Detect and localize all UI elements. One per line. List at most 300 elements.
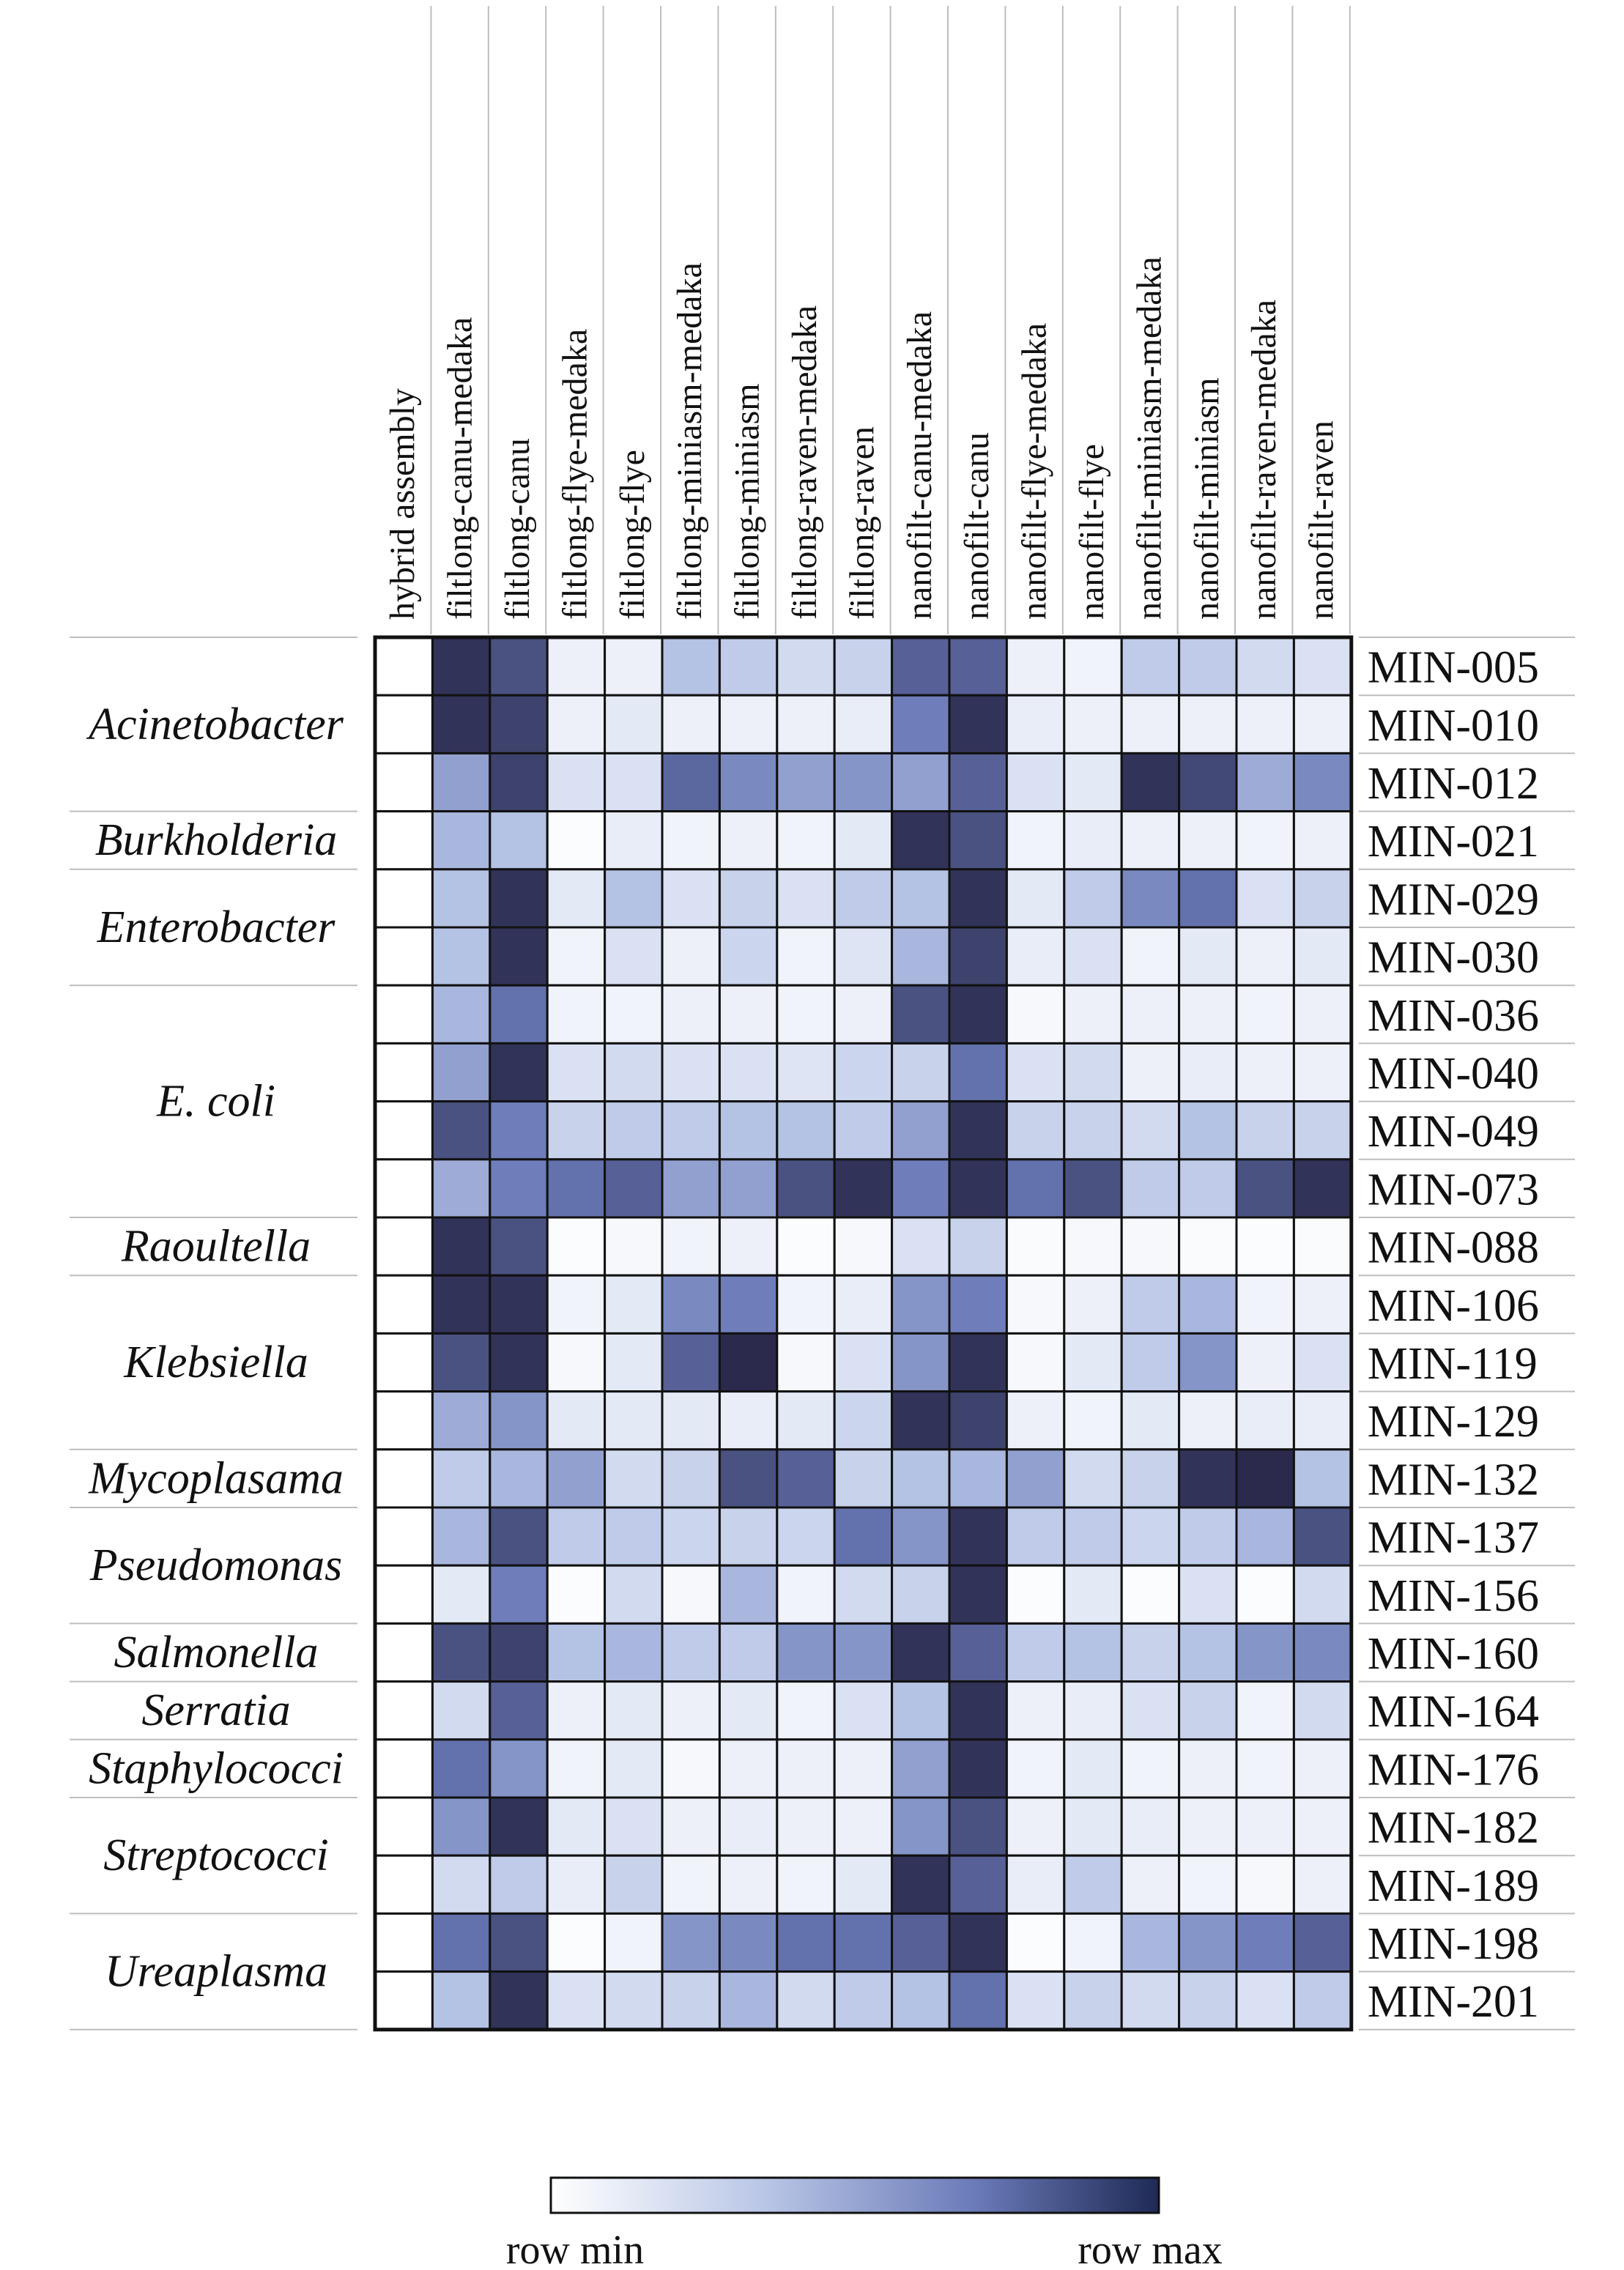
- heatmap-cell: [892, 1102, 949, 1160]
- heatmap-cell: [547, 985, 604, 1043]
- heatmap-cell: [547, 927, 604, 985]
- heatmap-cell: [662, 1333, 719, 1391]
- heatmap-cell: [892, 985, 949, 1043]
- heatmap-cell: [375, 695, 432, 753]
- heatmap-cell: [892, 637, 949, 695]
- heatmap-cell: [490, 1333, 547, 1391]
- heatmap-cell: [605, 1972, 662, 2030]
- heatmap-cell: [892, 1160, 949, 1217]
- heatmap-cell: [375, 1855, 432, 1913]
- heatmap-cell: [1236, 927, 1294, 985]
- heatmap-cell: [719, 1565, 776, 1623]
- heatmap-cell: [1179, 1740, 1236, 1798]
- heatmap-cell: [777, 1913, 834, 1971]
- heatmap-cell: [777, 1740, 834, 1798]
- heatmap-cell: [834, 1798, 891, 1855]
- column-label: nanofilt-flye: [1072, 444, 1111, 620]
- heatmap-cell: [1294, 1623, 1351, 1681]
- heatmap-cell: [1179, 1333, 1236, 1391]
- heatmap-cell: [605, 1913, 662, 1971]
- heatmap-cell: [1179, 1217, 1236, 1275]
- heatmap-cell: [1006, 1275, 1064, 1333]
- column-label: nanofilt-canu-medaka: [900, 311, 939, 620]
- group-label: Salmonella: [114, 1628, 319, 1677]
- heatmap-cell: [1179, 1798, 1236, 1855]
- heatmap-cell: [432, 927, 489, 985]
- heatmap-cell: [490, 1623, 547, 1681]
- heatmap-cell: [432, 1507, 489, 1565]
- heatmap-cell: [1179, 1392, 1236, 1450]
- heatmap-cell: [834, 1275, 891, 1333]
- heatmap-cell: [1121, 1102, 1179, 1160]
- heatmap-cell: [719, 1043, 776, 1101]
- heatmap-cell: [432, 1740, 489, 1798]
- heatmap-cell: [949, 1798, 1006, 1855]
- heatmap-cell: [777, 695, 834, 753]
- heatmap-cell: [1121, 1392, 1179, 1450]
- heatmap-cell: [1294, 1217, 1351, 1275]
- heatmap-cell: [1121, 869, 1179, 927]
- heatmap-cell: [834, 985, 891, 1043]
- heatmap-cell: [777, 1972, 834, 2030]
- heatmap-cell: [1064, 1740, 1121, 1798]
- heatmap-cell: [375, 1275, 432, 1333]
- heatmap-cell: [490, 753, 547, 811]
- heatmap-cell: [949, 1217, 1006, 1275]
- heatmap-cell: [1294, 812, 1351, 869]
- row-label: MIN-132: [1367, 1455, 1540, 1505]
- heatmap-cell: [777, 869, 834, 927]
- heatmap-cell: [949, 927, 1006, 985]
- heatmap-cell: [662, 869, 719, 927]
- heatmap-cell: [662, 1740, 719, 1798]
- heatmap-cell: [1064, 1217, 1121, 1275]
- heatmap-cell: [1294, 1798, 1351, 1855]
- group-label: Staphylococci: [89, 1743, 344, 1794]
- heatmap-cell: [834, 695, 891, 753]
- heatmap-cell: [662, 1217, 719, 1275]
- group-label: E. coli: [157, 1076, 275, 1127]
- column-label: filtlong-flye-medaka: [555, 328, 595, 620]
- heatmap-cell: [547, 1682, 604, 1740]
- heatmap-cell: [834, 1160, 891, 1217]
- heatmap-cells: [375, 637, 1352, 2030]
- heatmap-cell: [949, 1275, 1006, 1333]
- heatmap-cell: [1236, 1333, 1294, 1391]
- heatmap-cell: [1121, 1217, 1179, 1275]
- heatmap-cell: [1294, 1275, 1351, 1333]
- heatmap-cell: [892, 1043, 949, 1101]
- group-label: Enterobacter: [97, 902, 335, 952]
- heatmap-cell: [1006, 753, 1064, 811]
- heatmap-cell: [1179, 1623, 1236, 1681]
- heatmap-cell: [547, 1450, 604, 1507]
- heatmap-cell: [1006, 1623, 1064, 1681]
- heatmap-cell: [662, 1043, 719, 1101]
- column-label: filtlong-canu: [498, 438, 537, 620]
- group-label: Ureaplasma: [104, 1946, 328, 1997]
- heatmap-cell: [1006, 1507, 1064, 1565]
- heatmap-cell: [1064, 1913, 1121, 1971]
- heatmap-cell: [375, 1217, 432, 1275]
- heatmap-cell: [432, 1855, 489, 1913]
- group-label: Burkholderia: [94, 815, 338, 866]
- legend-color-bar: [551, 2178, 1159, 2213]
- heatmap-cell: [605, 1043, 662, 1101]
- heatmap-cell: [1294, 1682, 1351, 1740]
- heatmap-cell: [432, 1682, 489, 1740]
- heatmap-cell: [662, 1682, 719, 1740]
- heatmap-cell: [834, 1913, 891, 1971]
- heatmap-cell: [605, 927, 662, 985]
- heatmap-cell: [490, 1913, 547, 1971]
- heatmap-cell: [547, 1160, 604, 1217]
- heatmap-cell: [719, 1972, 776, 2030]
- heatmap-cell: [490, 1043, 547, 1101]
- heatmap-cell: [892, 1740, 949, 1798]
- heatmap-cell: [432, 812, 489, 869]
- heatmap-cell: [949, 1392, 1006, 1450]
- heatmap-cell: [1236, 1043, 1294, 1101]
- heatmap-cell: [1006, 1798, 1064, 1855]
- heatmap-cell: [1121, 1798, 1179, 1855]
- heatmap-cell: [605, 1507, 662, 1565]
- heatmap-cell: [547, 1798, 604, 1855]
- heatmap-cell: [662, 1102, 719, 1160]
- heatmap-cell: [1006, 1565, 1064, 1623]
- heatmap-cell: [777, 927, 834, 985]
- heatmap-cell: [490, 1740, 547, 1798]
- heatmap-cell: [834, 812, 891, 869]
- heatmap-cell: [1236, 1565, 1294, 1623]
- heatmap-cell: [834, 1102, 891, 1160]
- heatmap-cell: [949, 1740, 1006, 1798]
- heatmap-cell: [490, 1855, 547, 1913]
- heatmap-cell: [547, 637, 604, 695]
- heatmap-cell: [892, 695, 949, 753]
- heatmap-cell: [1179, 1507, 1236, 1565]
- heatmap-cell: [1294, 1740, 1351, 1798]
- group-label: Mycoplasama: [89, 1453, 344, 1504]
- heatmap-cell: [1236, 1217, 1294, 1275]
- heatmap-cell: [719, 1682, 776, 1740]
- heatmap-cell: [605, 1855, 662, 1913]
- heatmap-cell: [1064, 869, 1121, 927]
- heatmap-cell: [834, 1855, 891, 1913]
- heatmap-cell: [1064, 1507, 1121, 1565]
- heatmap-cell: [1294, 1333, 1351, 1391]
- heatmap-cell: [1064, 1043, 1121, 1101]
- heatmap-cell: [375, 1565, 432, 1623]
- heatmap-cell: [375, 1798, 432, 1855]
- heatmap-cell: [547, 1740, 604, 1798]
- heatmap-cell: [662, 1507, 719, 1565]
- heatmap-cell: [777, 1043, 834, 1101]
- heatmap-cell: [834, 1507, 891, 1565]
- heatmap-cell: [1179, 1913, 1236, 1971]
- row-label: MIN-106: [1367, 1280, 1540, 1331]
- heatmap-cell: [432, 1102, 489, 1160]
- heatmap-cell: [1121, 753, 1179, 811]
- column-label: filtlong-flye: [612, 450, 652, 620]
- heatmap-cell: [432, 1392, 489, 1450]
- heatmap-cell: [547, 1855, 604, 1913]
- heatmap-cell: [662, 1855, 719, 1913]
- heatmap-cell: [777, 1565, 834, 1623]
- heatmap-cell: [490, 637, 547, 695]
- heatmap-cell: [1121, 1855, 1179, 1913]
- heatmap-cell: [375, 1450, 432, 1507]
- heatmap-cell: [432, 695, 489, 753]
- column-label: hybrid assembly: [383, 388, 423, 620]
- heatmap-cell: [1236, 1798, 1294, 1855]
- heatmap-cell: [719, 1623, 776, 1681]
- heatmap-cell: [949, 695, 1006, 753]
- heatmap-cell: [719, 1913, 776, 1971]
- heatmap-cell: [1236, 869, 1294, 927]
- row-label: MIN-088: [1367, 1223, 1540, 1273]
- heatmap-cell: [834, 1740, 891, 1798]
- heatmap-cell: [605, 1333, 662, 1391]
- heatmap-cell: [777, 753, 834, 811]
- heatmap-cell: [375, 1392, 432, 1450]
- heatmap-cell: [777, 637, 834, 695]
- heatmap-cell: [892, 1798, 949, 1855]
- group-label: Acinetobacter: [89, 699, 344, 749]
- heatmap-cell: [1179, 985, 1236, 1043]
- heatmap-cell: [777, 985, 834, 1043]
- heatmap-cell: [777, 1507, 834, 1565]
- heatmap-cell: [1064, 1392, 1121, 1450]
- heatmap-cell: [949, 1565, 1006, 1623]
- heatmap-cell: [1064, 1160, 1121, 1217]
- heatmap-cell: [605, 1217, 662, 1275]
- heatmap-cell: [432, 637, 489, 695]
- row-labels: [1359, 637, 1575, 2030]
- heatmap-cell: [1294, 1043, 1351, 1101]
- heatmap-cell: [1064, 1102, 1121, 1160]
- heatmap-cell: [719, 1275, 776, 1333]
- heatmap-cell: [1006, 1682, 1064, 1740]
- heatmap-cell: [949, 753, 1006, 811]
- heatmap-cell: [662, 753, 719, 811]
- heatmap-cell: [605, 637, 662, 695]
- heatmap-cell: [892, 812, 949, 869]
- heatmap-cell: [834, 753, 891, 811]
- heatmap-cell: [719, 812, 776, 869]
- heatmap-cell: [1294, 1507, 1351, 1565]
- row-label: MIN-182: [1367, 1803, 1540, 1853]
- heatmap-cell: [1179, 1275, 1236, 1333]
- heatmap-cell: [432, 869, 489, 927]
- heatmap-cell: [375, 985, 432, 1043]
- group-label: Pseudomonas: [89, 1540, 343, 1591]
- heatmap-cell: [1179, 1565, 1236, 1623]
- heatmap-cell: [1121, 1507, 1179, 1565]
- column-labels: [383, 6, 1350, 634]
- heatmap-cell: [662, 1565, 719, 1623]
- heatmap-cell: [1294, 1913, 1351, 1971]
- heatmap-cell: [432, 1333, 489, 1391]
- heatmap-cell: [1121, 1682, 1179, 1740]
- heatmap-cell: [1064, 1855, 1121, 1913]
- heatmap-cell: [1121, 1740, 1179, 1798]
- row-label: MIN-137: [1367, 1513, 1540, 1563]
- heatmap-cell: [1179, 1972, 1236, 2030]
- heatmap-cell: [1121, 1043, 1179, 1101]
- heatmap-cell: [605, 1623, 662, 1681]
- heatmap-cell: [834, 1972, 891, 2030]
- heatmap-cell: [1006, 1450, 1064, 1507]
- heatmap-cell: [1006, 637, 1064, 695]
- row-label: MIN-012: [1367, 759, 1540, 809]
- row-label: MIN-156: [1367, 1570, 1540, 1621]
- heatmap-cell: [1006, 812, 1064, 869]
- row-label: MIN-160: [1367, 1629, 1540, 1679]
- heatmap-cell: [662, 812, 719, 869]
- heatmap-cell: [490, 1450, 547, 1507]
- heatmap-cell: [432, 1913, 489, 1971]
- heatmap-cell: [375, 1043, 432, 1101]
- heatmap-cell: [1064, 1623, 1121, 1681]
- heatmap-cell: [1294, 1855, 1351, 1913]
- row-label: MIN-005: [1367, 642, 1540, 693]
- heatmap-cell: [432, 985, 489, 1043]
- row-label: MIN-073: [1367, 1165, 1540, 1215]
- heatmap-cell: [1179, 753, 1236, 811]
- heatmap-cell: [490, 985, 547, 1043]
- heatmap-cell: [1179, 1855, 1236, 1913]
- heatmap-cell: [1064, 1333, 1121, 1391]
- heatmap-cell: [719, 985, 776, 1043]
- heatmap-cell: [892, 1217, 949, 1275]
- heatmap-cell: [949, 869, 1006, 927]
- heatmap-cell: [1236, 753, 1294, 811]
- heatmap-cell: [432, 1160, 489, 1217]
- heatmap-cell: [1294, 695, 1351, 753]
- heatmap-cell: [949, 1102, 1006, 1160]
- heatmap-cell: [490, 1507, 547, 1565]
- heatmap-cell: [949, 985, 1006, 1043]
- heatmap-cell: [834, 1392, 891, 1450]
- heatmap-cell: [1236, 985, 1294, 1043]
- heatmap-cell: [432, 1972, 489, 2030]
- heatmap-cell: [1294, 1160, 1351, 1217]
- heatmap-cell: [490, 869, 547, 927]
- heatmap-cell: [1121, 812, 1179, 869]
- column-label: nanofilt-miniasm-medaka: [1130, 256, 1169, 620]
- heatmap-cell: [547, 1507, 604, 1565]
- heatmap-cell: [1179, 1160, 1236, 1217]
- heatmap-cell: [777, 812, 834, 869]
- heatmap-cell: [1294, 1102, 1351, 1160]
- heatmap-cell: [1294, 869, 1351, 927]
- heatmap-cell: [375, 1333, 432, 1391]
- heatmap-cell: [1294, 637, 1351, 695]
- heatmap-cell: [834, 927, 891, 985]
- heatmap-cell: [1121, 927, 1179, 985]
- heatmap-cell: [375, 1102, 432, 1160]
- heatmap-cell: [1121, 637, 1179, 695]
- row-label: MIN-164: [1367, 1687, 1540, 1737]
- heatmap-cell: [1006, 927, 1064, 985]
- column-label: filtlong-miniasm: [727, 383, 767, 620]
- heatmap-cell: [892, 1450, 949, 1507]
- heatmap-cell: [547, 1043, 604, 1101]
- heatmap-cell: [432, 1217, 489, 1275]
- heatmap-cell: [892, 1913, 949, 1971]
- heatmap-cell: [1294, 753, 1351, 811]
- heatmap-cell: [1064, 812, 1121, 869]
- heatmap-cell: [432, 753, 489, 811]
- heatmap-cell: [490, 1275, 547, 1333]
- group-label: Klebsiella: [124, 1338, 308, 1387]
- heatmap-cell: [605, 1102, 662, 1160]
- heatmap-cell: [662, 927, 719, 985]
- heatmap-cell: [547, 1102, 604, 1160]
- heatmap-cell: [605, 812, 662, 869]
- heatmap-cell: [547, 1623, 604, 1681]
- column-label: nanofilt-canu: [957, 432, 997, 620]
- heatmap-cell: [547, 695, 604, 753]
- heatmap-cell: [777, 1160, 834, 1217]
- heatmap-cell: [547, 753, 604, 811]
- heatmap-cell: [1236, 1507, 1294, 1565]
- heatmap-cell: [662, 1275, 719, 1333]
- heatmap-cell: [1064, 1972, 1121, 2030]
- heatmap-cell: [1006, 1392, 1064, 1450]
- heatmap-cell: [1121, 695, 1179, 753]
- heatmap-cell: [1006, 1160, 1064, 1217]
- heatmap-cell: [1121, 1450, 1179, 1507]
- heatmap-cell: [1236, 1450, 1294, 1507]
- heatmap-cell: [892, 1972, 949, 2030]
- row-label: MIN-189: [1367, 1861, 1540, 1911]
- heatmap-cell: [834, 869, 891, 927]
- heatmap-cell: [547, 1217, 604, 1275]
- heatmap-cell: [719, 1217, 776, 1275]
- heatmap-cell: [375, 753, 432, 811]
- heatmap-cell: [1294, 985, 1351, 1043]
- heatmap-cell: [605, 1682, 662, 1740]
- heatmap-cell: [892, 1507, 949, 1565]
- heatmap-cell: [949, 637, 1006, 695]
- heatmap-cell: [892, 1623, 949, 1681]
- heatmap-cell: [777, 1855, 834, 1913]
- heatmap-cell: [949, 1682, 1006, 1740]
- row-label: MIN-040: [1367, 1049, 1540, 1099]
- heatmap-cell: [1236, 812, 1294, 869]
- heatmap-cell: [547, 1972, 604, 2030]
- heatmap-cell: [1006, 1913, 1064, 1971]
- column-label: nanofilt-raven: [1302, 420, 1341, 620]
- heatmap-cell: [490, 1392, 547, 1450]
- heatmap-cell: [1006, 1740, 1064, 1798]
- heatmap-cell: [719, 869, 776, 927]
- heatmap-cell: [834, 637, 891, 695]
- heatmap-cell: [432, 1043, 489, 1101]
- heatmap-cell: [1236, 1392, 1294, 1450]
- row-label: MIN-129: [1367, 1397, 1540, 1447]
- column-label: filtlong-miniasm-medaka: [670, 262, 710, 620]
- heatmap-cell: [1121, 1333, 1179, 1391]
- heatmap-cell: [432, 1565, 489, 1623]
- heatmap-cell: [490, 927, 547, 985]
- heatmap-cell: [892, 1682, 949, 1740]
- heatmap-cell: [547, 1275, 604, 1333]
- heatmap-cell: [605, 1450, 662, 1507]
- heatmap-cell: [1236, 1740, 1294, 1798]
